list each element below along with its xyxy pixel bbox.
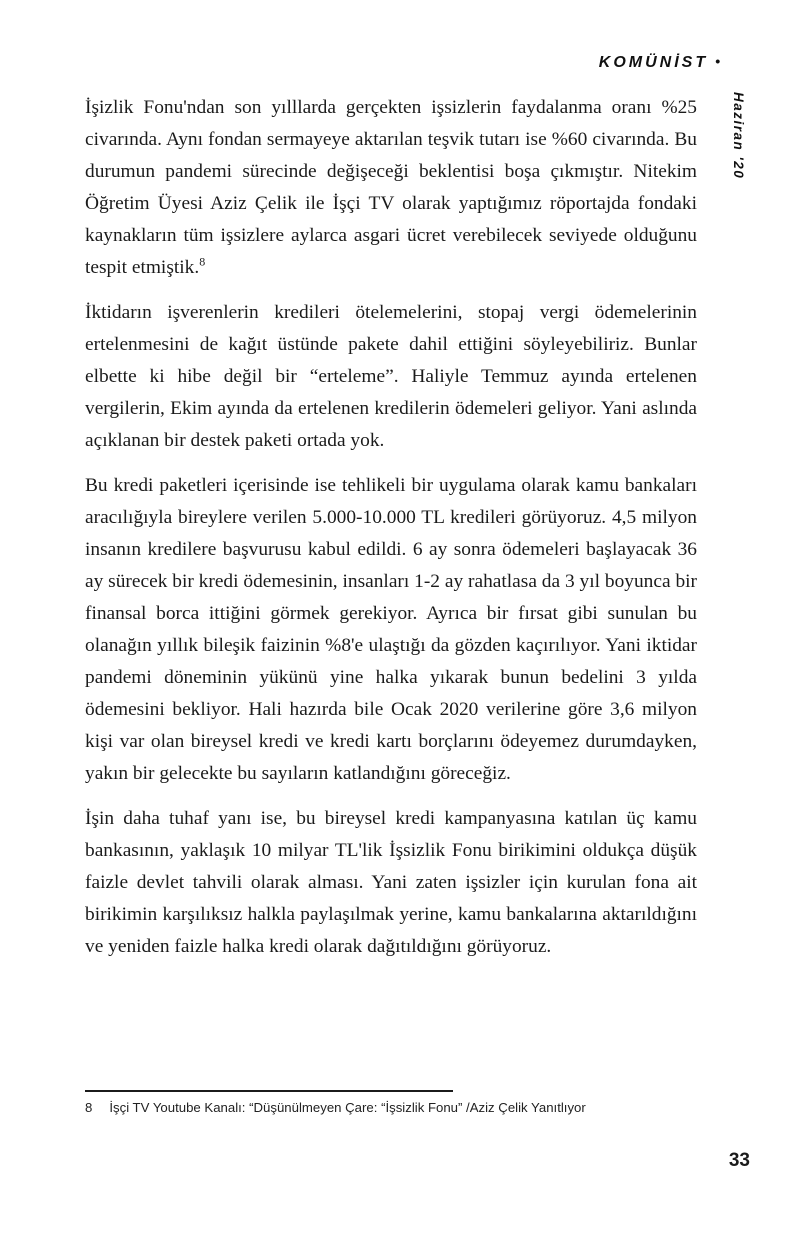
paragraph-4: İşin daha tuhaf yanı ise, bu bireysel kredi kampanyasına katılan üç kamu bankasının, yaklaşık 10 milyar TL'lik İşsizlik Fonu birikimini oldukça düşük faizle devlet tahvili olarak alması. Yani zaten işsizler için kurulan fona ait birikimin karşılıksız halkla paylaşılmak yerine, kamu bankalarına aktarıldığını ve yeniden faizle halka kredi olarak dağıtıldığını görüyoruz. xyxy=(85,808,697,957)
masthead-bullet-icon: • xyxy=(715,53,720,69)
footnote-divider xyxy=(85,1090,453,1092)
paragraph-2: İktidarın işverenlerin kredileri ötelemelerini, stopaj vergi ödemelerinin ertelenmesini de kağıt üstünde pakete dahil ettiğini söyleyebiliriz. Bunlar elbette ki hibe değil bir “erteleme”. Haliyle Temmuz ayında ertelenen vergilerin, Ekim ayında da ertelenen kredilerin ödemeleri geliyor. Yani aslında açıklanan bir destek paketi ortada yok. xyxy=(85,302,697,451)
footnote-reference: 8 xyxy=(199,254,206,269)
masthead xyxy=(0,53,720,72)
footnote-area xyxy=(85,1090,697,1116)
footnote-number: 8 xyxy=(85,1100,93,1115)
issue-date-vertical: Haziran '20 xyxy=(731,92,746,180)
paragraph-1-text: İşizlik Fonu'ndan son yılllarda gerçekten işsizlerin faydalanma oranı %25 civarında. Aynı fondan sermayeye aktarılan teşvik tutarı ise %60 civarında. Bu durumun pandemi sürecinde değişeceği beklentisi boşa çıkmıştır. Nitekim Öğretim Üyesi Aziz Çelik ile İşçi TV olarak yaptığımız röportajda fondaki kaynakların tüm işsizlere aylarca asgari ücret verebilecek seviyede olduğunu tespit etmiştik. xyxy=(85,97,697,278)
page-number: 33 xyxy=(728,1150,750,1171)
footnote-text: İşçi TV Youtube Kanalı: “Düşünülmeyen Çare: “İşsizlik Fonu” /Aziz Çelik Yanıtlıyor xyxy=(109,1100,586,1115)
footnote xyxy=(85,1099,697,1116)
paragraph-3: Bu kredi paketleri içerisinde ise tehlikeli bir uygulama olarak kamu bankaları aracılığıyla bireylere verilen 5.000-10.000 TL kredileri görüyoruz. 4,5 milyon insanın kredilere başvurusu kabul edildi. 6 ay sonra ödemeleri başlayacak 36 ay sürecek bir kredi ödemesinin, insanları 1-2 ay rahatlasa da 3 yıl boyunca bir finansal borca ittiğini görmek gerekiyor. Ayrıca bir fırsat gibi sunulan bu olanağın yıllık bileşik faizinin %8'e ulaştığı da gözden kaçırılıyor. Yani iktidar pandemi döneminin yükünü yine halka yıkarak bunun bedelini 3 yılda ödemesini bekliyor. Hali hazırda bile Ocak 2020 verilerine göre 3,6 milyon kişi var olan bireysel kredi ve kredi kartı borçlarını ödeyemez durumdayken, yakın bir gelecekte bu sayıların katlandığını göreceğiz. xyxy=(85,475,697,784)
article-body xyxy=(85,92,697,963)
magazine-title: KOMÜNİST xyxy=(598,54,709,71)
paragraph-1 xyxy=(85,92,697,284)
